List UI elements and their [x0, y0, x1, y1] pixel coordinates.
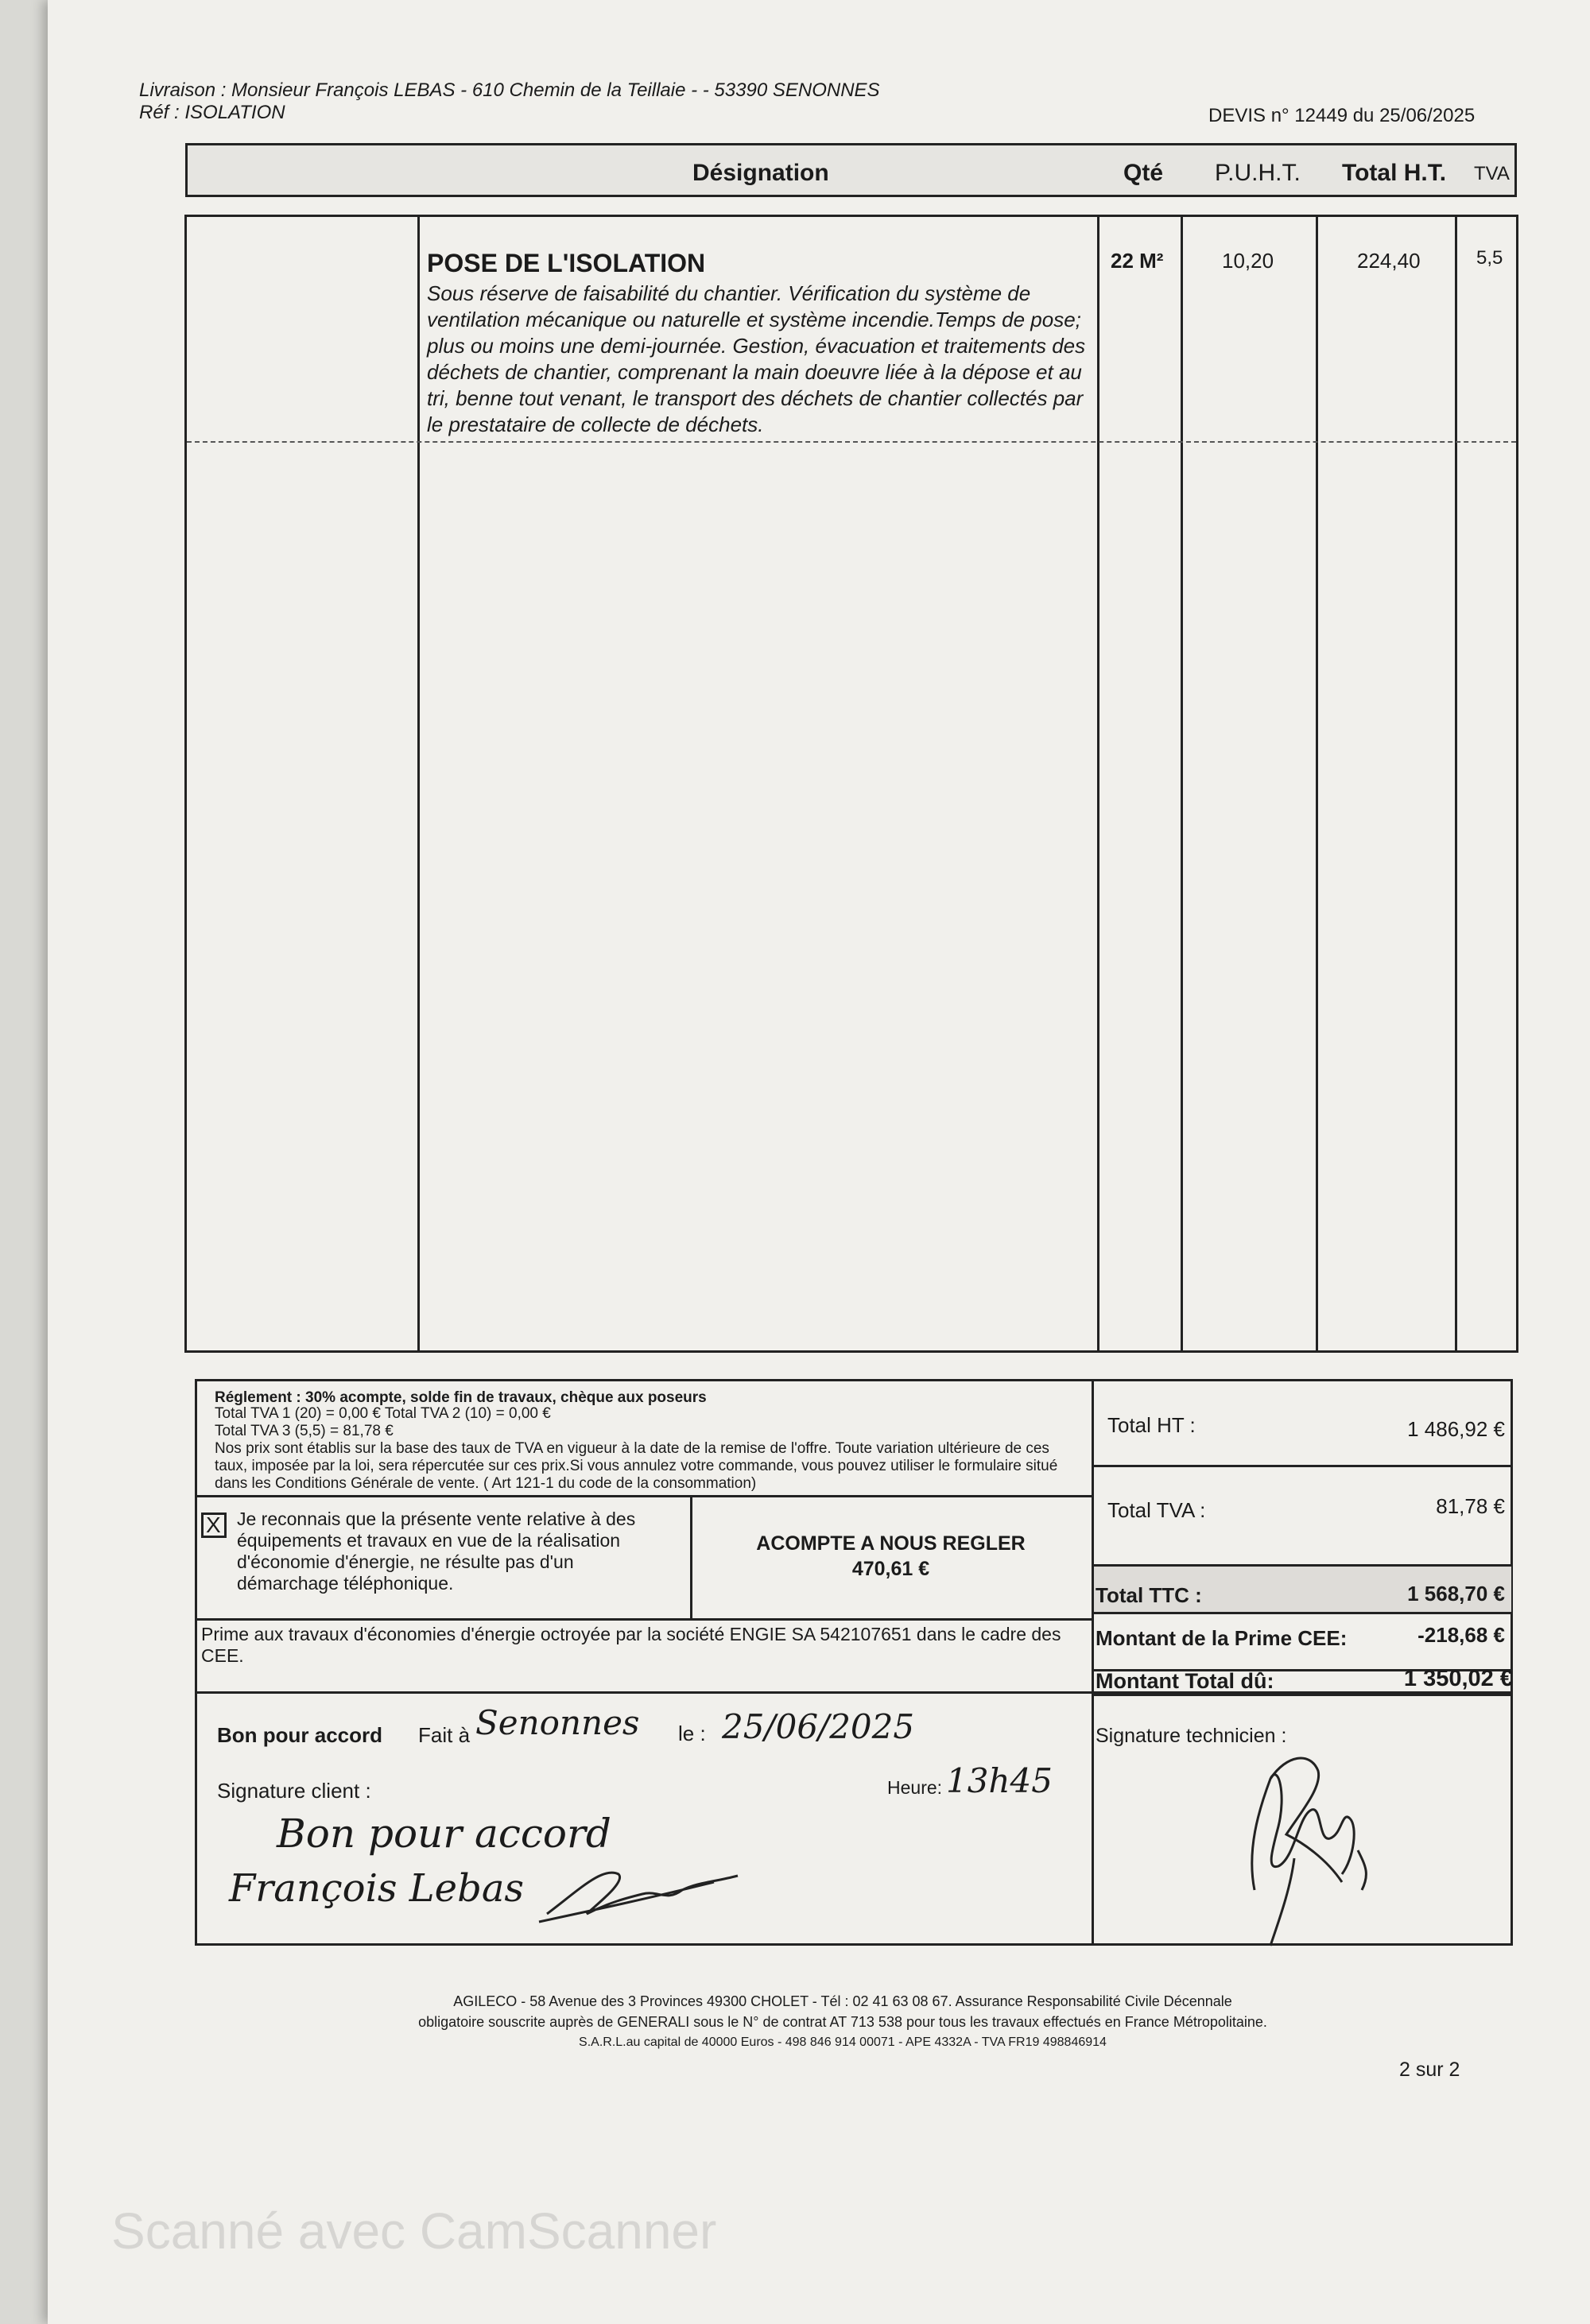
summary-box — [195, 1379, 1513, 1946]
date-label: le : — [678, 1722, 706, 1745]
quote-page — [48, 0, 1590, 2324]
total-ttc-value: 1 568,70 € — [1407, 1582, 1505, 1605]
prime-text: Prime aux travaux d'économies d'énergie octroyée par la société ENGIE SA 542107651 dans le cadre des CEE. — [201, 1624, 1061, 1666]
signature-technicien-label: Signature technicien : — [1096, 1725, 1287, 1747]
vat-notice: Nos prix sont établis sur la base des taux de TVA en vigueur à la date de la remise de l'offre. Toute variation ultérieure de ces taux, imposée par la loi, sera répercutée sur ces prix.Si vous annulez votre commande, vous pouvez utiliser le formulaire situé dans les Conditions Générale de vente. ( Art 121-1 du code de la consommation) — [215, 1440, 1058, 1492]
delivery-address: Livraison : Monsieur François LEBAS - 610 Chemin de la Teillaie - - 53390 SENONNES — [139, 79, 880, 101]
col-total-ht: Total H.T. — [1342, 160, 1447, 186]
fait-a-label: Fait à — [418, 1723, 471, 1747]
checkbox-not-phone-sale[interactable] — [201, 1513, 227, 1538]
total-du-label: Montant Total dû: — [1096, 1669, 1274, 1693]
items-table — [184, 215, 1518, 1353]
item-tva: 5,5 — [1476, 247, 1503, 269]
heure-label: Heure: — [887, 1777, 943, 1798]
technician-signature-scribble — [1223, 1731, 1382, 1954]
date-handwritten: 25/06/2025 — [722, 1707, 915, 1746]
total-du-value: 1 350,02 € — [1403, 1666, 1513, 1691]
item-pu-ht: 10,20 — [1222, 249, 1274, 273]
total-tva-label: Total TVA : — [1107, 1498, 1206, 1522]
total-tva-value: 81,78 € — [1436, 1494, 1505, 1518]
footer-line-3: S.A.R.L.au capital de 40000 Euros - 498 846 914 00071 - APE 4332A - TVA FR19 498846914 — [579, 2035, 1107, 2049]
page-number: 2 sur 2 — [1399, 2059, 1460, 2081]
tva-totals-line: Total TVA 1 (20) = 0,00 € Total TVA 2 (10) = 0,00 € — [215, 1405, 551, 1422]
prime-cee-value: -218,68 € — [1417, 1623, 1505, 1647]
checkbox-text: Je reconnais que la présente vente relative à des équipements et travaux en vue de la réalisation d'économie d'énergie, ne résulte pas d'un démarchage téléphonique. — [237, 1509, 636, 1594]
tva3-line: Total TVA 3 (5,5) = 81,78 € — [215, 1423, 394, 1439]
item-total-ht: 224,40 — [1357, 249, 1421, 273]
item-qty: 22 M² — [1111, 249, 1164, 273]
col-tva: TVA — [1474, 163, 1510, 184]
reference: Réf : ISOLATION — [139, 102, 285, 123]
fait-a-handwritten: Senonnes — [475, 1703, 640, 1742]
quote-number: DEVIS n° 12449 du 25/06/2025 — [1208, 105, 1476, 126]
prime-cee-label: Montant de la Prime CEE: — [1096, 1626, 1348, 1650]
total-ht-value: 1 486,92 € — [1407, 1417, 1505, 1441]
item-description: Sous réserve de faisabilité du chantier. Vérification du système de ventilation mécanique ou naturelle et système incendie.Temps de pose; plus ou moins une demi-journée. Gestion, évacuation et traitements des déchets de chantier, comprenant la main doeuvre liée à la dépose et au tri, benne tout venant, le transport des déchets de chantier collectés par le prestataire de collecte de déchets. — [427, 281, 1086, 436]
col-pu-ht: P.U.H.T. — [1215, 160, 1301, 186]
col-designation: Désignation — [692, 160, 829, 186]
col-qty: Qté — [1123, 160, 1164, 186]
company-footer — [286, 1991, 1399, 2053]
client-handwritten-name: François Lebas — [229, 1866, 525, 1911]
footer-line-1: AGILECO - 58 Avenue des 3 Provinces 49300 CHOLET - Tél : 02 41 63 08 67. Assurance Responsabilité Civile Décennale — [453, 1993, 1232, 2009]
client-handwritten-accord: Bon pour accord — [277, 1811, 611, 1857]
table-header — [185, 143, 1517, 197]
footer-line-2: obligatoire souscrite auprès de GENERALI sous le N° de contrat AT 713 538 pour tous les travaux effectués en France Métropolitaine. — [418, 2014, 1267, 2030]
total-ht-label: Total HT : — [1107, 1413, 1196, 1437]
acompte-value: 470,61 € — [851, 1558, 930, 1580]
scanner-watermark: Scanné avec CamScanner — [111, 2202, 717, 2260]
signature-client-label: Signature client : — [217, 1779, 371, 1803]
total-ttc-label: Total TTC : — [1096, 1583, 1202, 1607]
heure-handwritten: 13h45 — [946, 1761, 1053, 1800]
client-signature-scribble — [531, 1858, 754, 1930]
item-title: POSE DE L'ISOLATION — [427, 249, 706, 277]
acompte-label: ACOMPTE A NOUS REGLER — [756, 1532, 1026, 1555]
checkbox-mark: X — [206, 1513, 221, 1537]
bon-pour-accord-label: Bon pour accord — [217, 1723, 383, 1747]
reglement-line: Réglement : 30% acompte, solde fin de travaux, chèque aux poseurs — [215, 1389, 707, 1406]
